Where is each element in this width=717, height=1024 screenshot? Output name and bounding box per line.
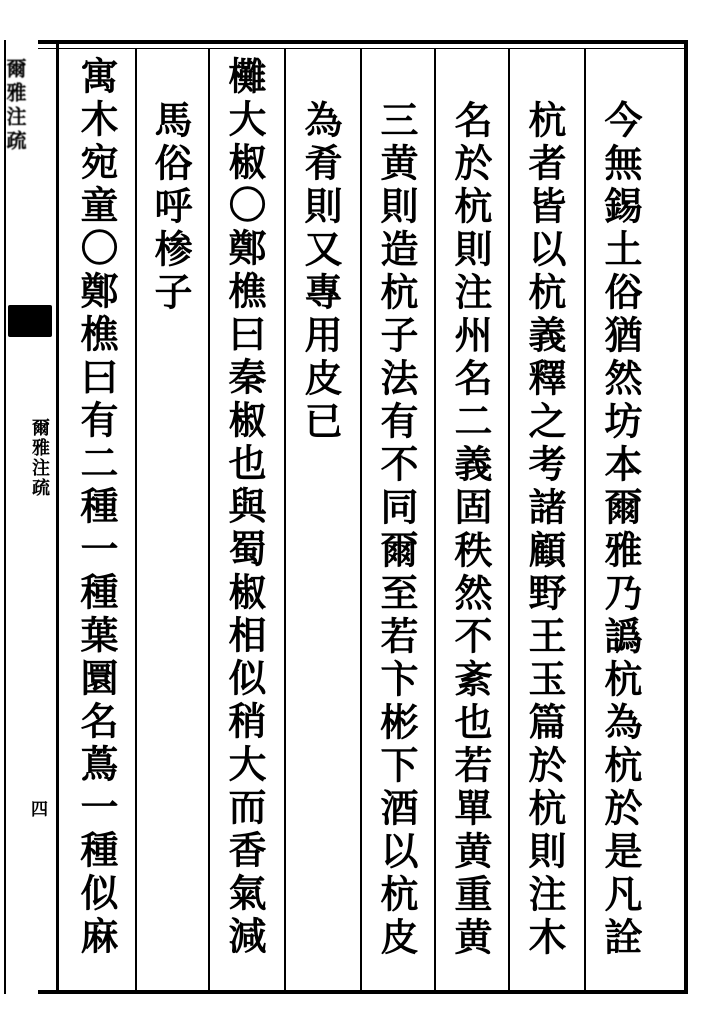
text-column-2: 杭者皆以杭義釋之考諸顧野王玉篇於杭則注木 bbox=[522, 100, 567, 960]
column-divider bbox=[284, 48, 286, 990]
text-column-3: 名於杭則注州名二義固秩然不紊也若單黄重黄 bbox=[448, 100, 493, 960]
column-divider bbox=[208, 48, 210, 990]
column-divider bbox=[360, 48, 362, 990]
text-column-5: 為肴則又專用皮已 bbox=[298, 100, 343, 444]
spine-top-text: 爾雅注疏 bbox=[3, 58, 27, 154]
column-divider bbox=[135, 48, 137, 990]
bottom-border bbox=[38, 990, 688, 994]
spine-book-title: 爾雅注疏 bbox=[29, 418, 50, 498]
text-column-6: 㰙大椒〇鄭樵曰秦椒也與蜀椒相似稍大而香氣減 bbox=[222, 56, 267, 959]
fishtail-mark bbox=[8, 305, 52, 337]
text-column-1: 今無錫土俗猶然坊本爾雅乃譌杭為杭於是凡詮 bbox=[598, 100, 643, 960]
text-column-8: 寓木宛童〇鄭樵曰有二種一種葉圜名蔦一種似麻 bbox=[74, 56, 119, 959]
column-divider bbox=[508, 48, 510, 990]
text-column-7: 馬俗呼椮子 bbox=[148, 100, 193, 315]
text-column-4: 三黄則造杭子法有不同爾至若卞彬下酒以杭皮 bbox=[374, 100, 419, 960]
spine-outer-line bbox=[4, 40, 6, 994]
right-border bbox=[684, 40, 688, 994]
column-divider bbox=[584, 48, 586, 990]
spine-page-number: 四 bbox=[31, 800, 48, 820]
column-divider bbox=[434, 48, 436, 990]
spine-line bbox=[56, 40, 59, 994]
top-border bbox=[38, 40, 688, 44]
